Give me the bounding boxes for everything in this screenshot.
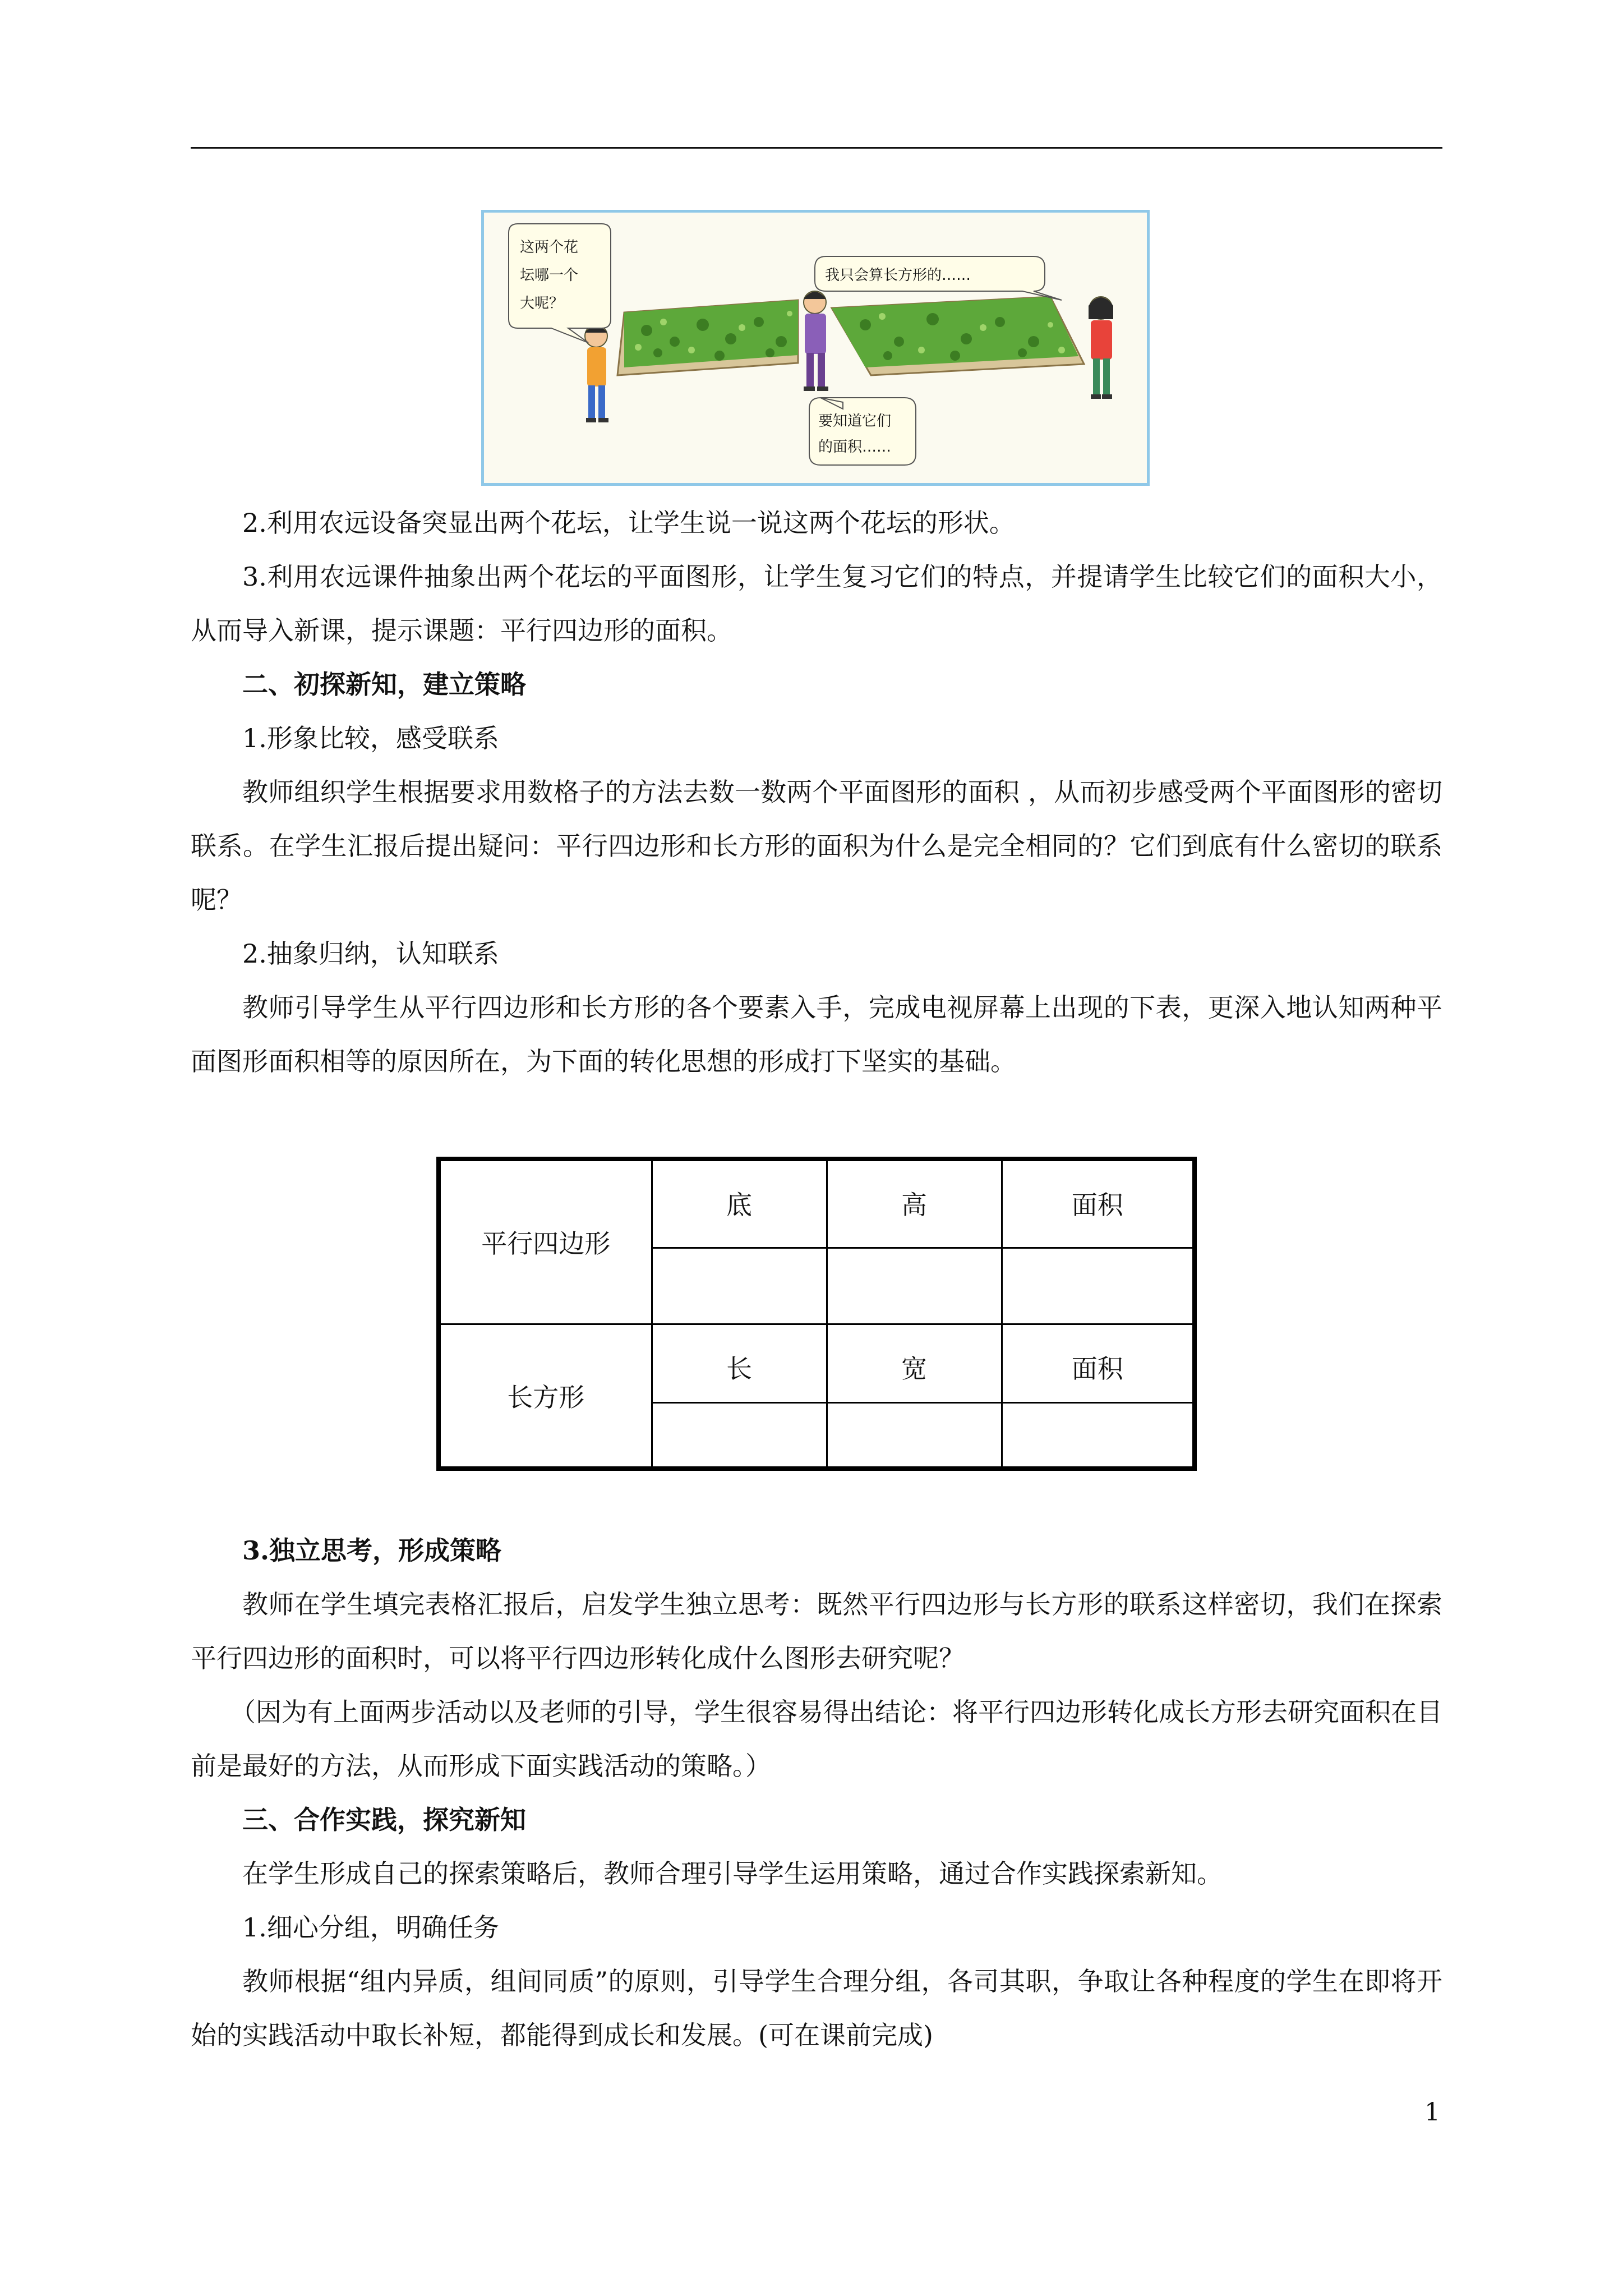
cell-area-2-value <box>1002 1402 1195 1469</box>
kid-right-figure <box>1089 297 1113 399</box>
bubble-right-text: 我只会算长方形的…… <box>825 267 971 284</box>
section-heading-3: 三、合作实践，探究新知 <box>242 1805 526 1835</box>
subheading-2-3: 3.独立思考，形成策略 <box>242 1535 502 1566</box>
cell-width-value <box>827 1402 1002 1469</box>
flowerbed-illustration <box>481 210 1150 486</box>
speech-bubble-left <box>509 224 611 343</box>
comparison-table <box>436 1157 1197 1471</box>
cell-area-1-value <box>1002 1248 1195 1324</box>
subheading-2-2: 2.抽象归纳，认知联系 <box>242 938 499 969</box>
label-parallelogram: 平行四边形 <box>439 1159 652 1324</box>
paragraph-2-1-body: 教师组织学生根据要求用数格子的方法去数一数两个平面图形的面积 ，从而初步感受两个平面图形的密切联系。在学生汇报后提出疑问：平行四边形和长方形的面积为什么是完全相同的？它们到底有什么密切的联系呢？ <box>191 777 1442 915</box>
bubble-left-line2: 坛哪一个 <box>520 267 579 284</box>
header-width: 宽 <box>827 1324 1002 1402</box>
paragraph-2-3-note: （因为有上面两步活动以及老师的引导，学生很容易得出结论：将平行四边形转化成长方形去研究面积在目前是最好的方法，从而形成下面实践活动的策略。） <box>191 1697 1442 1781</box>
label-rectangle: 长方形 <box>439 1324 652 1469</box>
illustration-canvas <box>484 213 1147 483</box>
paragraph-2-2-body: 教师引导学生从平行四边形和长方形的各个要素入手，完成电视屏幕上出现的下表，更深入地认知两种平面图形面积相等的原因所在，为下面的转化思想的形成打下坚实的基础。 <box>191 992 1442 1076</box>
header-area-1: 面积 <box>1002 1159 1195 1248</box>
header-length: 长 <box>652 1324 827 1402</box>
header-base: 底 <box>652 1159 827 1248</box>
subheading-3-1: 1.细心分组，明确任务 <box>242 1912 499 1943</box>
kid-middle-figure <box>804 291 828 391</box>
cell-length-value <box>652 1402 827 1469</box>
bubble-left-line3: 大呢？ <box>520 295 564 312</box>
header-rule <box>191 147 1442 149</box>
header-height: 高 <box>827 1159 1002 1248</box>
bubble-bottom-line2: 的面积…… <box>818 439 892 455</box>
paragraph-2-3-body: 教师在学生填完表格汇报后，启发学生独立思考：既然平行四边形与长方形的联系这样密切，我们在探索平行四边形的面积时，可以将平行四边形转化成什么图形去研究呢？ <box>191 1589 1442 1673</box>
cell-height-value <box>827 1248 1002 1324</box>
cell-base-value <box>652 1248 827 1324</box>
subheading-2-1: 1.形象比较，感受联系 <box>242 723 499 753</box>
paragraph-step2: 2.利用农远设备突显出两个花坛，让学生说一说这两个花坛的形状。 <box>242 508 1015 538</box>
paragraph-3-intro: 在学生形成自己的探索策略后，教师合理引导学生运用策略，通过合作实践探索新知。 <box>242 1858 1223 1889</box>
section-heading-2: 二、初探新知，建立策略 <box>242 669 526 700</box>
bubble-bottom-line1: 要知道它们 <box>818 413 892 430</box>
paragraph-step3: 3.利用农远课件抽象出两个花坛的平面图形，让学生复习它们的特点，并提请学生比较它们的面积大小，从而导入新课，提示课题：平行四边形的面积。 <box>191 562 1442 646</box>
speech-bubble-right <box>815 256 1062 300</box>
kid-left-figure <box>585 325 608 422</box>
paragraph-3-1-body: 教师根据“组内异质，组间同质”的原则，引导学生合理分组，各司其职，争取让各种程度的学生在即将开始的实践活动中取长补短，都能得到成长和发展。(可在课前完成) <box>191 1966 1442 2050</box>
bubble-left-line1: 这两个花 <box>520 239 579 256</box>
header-area-2: 面积 <box>1002 1324 1195 1402</box>
speech-bubble-bottom <box>809 398 916 465</box>
page-number: 1 <box>1424 2098 1440 2127</box>
